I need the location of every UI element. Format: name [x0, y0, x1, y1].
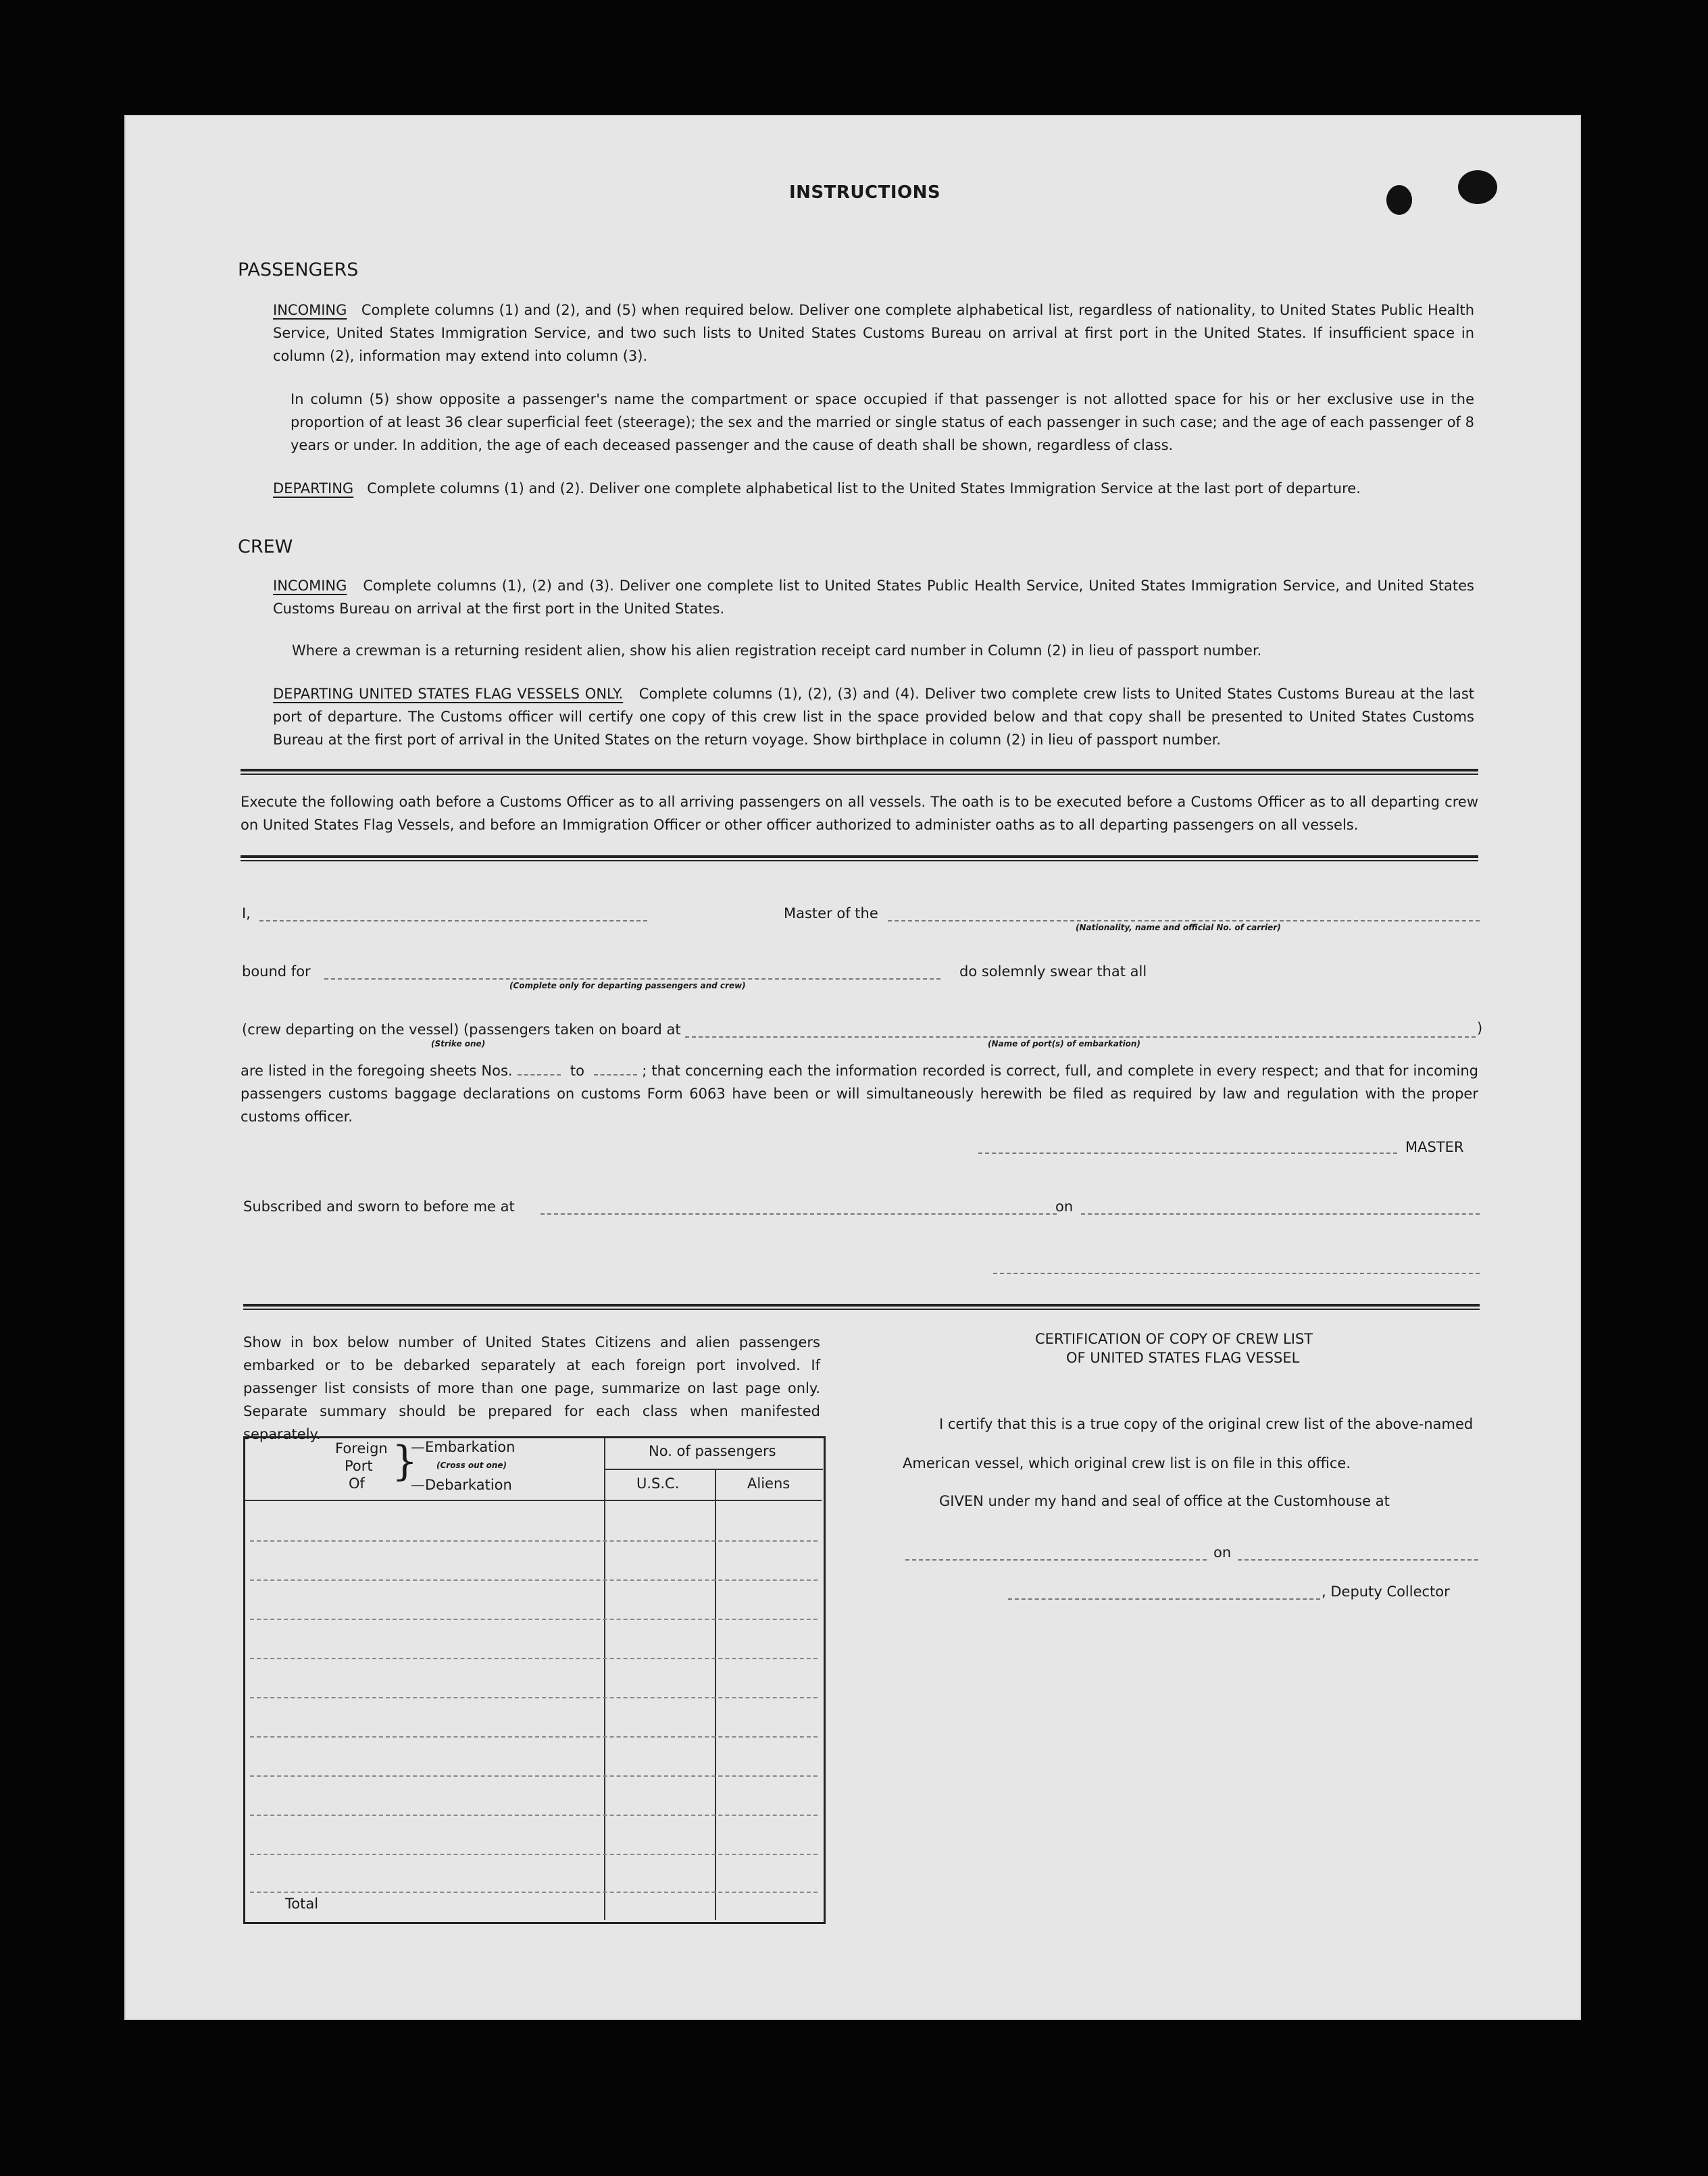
- table-row[interactable]: [250, 1619, 818, 1620]
- crew-departing-text: Complete columns (1), (2), (3) and (4). Deliver two complete crew lists to United States Customs Bureau at the last port of departure. The Customs officer will certify one copy of this crew list in the space provided below and that copy shall be presented to United States Customs Bureau at the first port of arrival in the United States on the return voyage. Show birthplace in column (2) in lieu of passport number.: [273, 686, 1475, 748]
- subscribed-date-line[interactable]: [1081, 1213, 1480, 1215]
- crew-incoming-text: Complete columns (1), (2) and (3). Deliver one complete list to United States Public Health Service, United States Immigration Service, and United States Customs Bureau on arrival at the first port in the United States.: [273, 578, 1474, 617]
- cross-out-note: (Cross out one): [436, 1461, 507, 1470]
- deputy-signature-line[interactable]: [1008, 1598, 1320, 1600]
- nationality-note: (Nationality, name and official No. of carrier): [1076, 923, 1281, 932]
- bound-for-label: bound for: [242, 963, 311, 980]
- section-divider: [241, 769, 1478, 775]
- oath-listed: [241, 1059, 1478, 1128]
- master-name-line[interactable]: [259, 920, 647, 921]
- section-divider: [241, 855, 1478, 861]
- table-row[interactable]: [250, 1736, 818, 1738]
- ink-blot: [1458, 170, 1497, 204]
- table-row[interactable]: [250, 1697, 818, 1698]
- section-divider: [243, 1304, 1480, 1310]
- passengers-incoming: [273, 299, 1474, 368]
- swear-label: do solemnly swear that all: [959, 963, 1147, 980]
- master-signature-line[interactable]: [978, 1153, 1397, 1154]
- total-label: Total: [285, 1896, 319, 1912]
- deputy-collector-label: , Deputy Collector: [1322, 1584, 1450, 1600]
- ink-blot: [1386, 185, 1412, 215]
- complete-only-note: (Complete only for departing passengers and crew): [509, 981, 746, 990]
- table-row[interactable]: [250, 1579, 818, 1581]
- embarkation-label: —Embarkation: [411, 1439, 516, 1455]
- aliens-header: Aliens: [747, 1475, 790, 1492]
- table-row[interactable]: [250, 1815, 818, 1816]
- carrier-line[interactable]: [888, 920, 1480, 921]
- brace-icon: }: [392, 1438, 418, 1485]
- bound-for-line[interactable]: [324, 978, 940, 980]
- sheet-from-field[interactable]: [518, 1065, 561, 1076]
- table-row[interactable]: [250, 1854, 818, 1855]
- ports-note: (Name of port(s) of embarkation): [988, 1039, 1140, 1048]
- to-label: to: [570, 1063, 584, 1079]
- passengers-incoming-label: INCOMING: [273, 302, 347, 318]
- master-label: MASTER: [1405, 1139, 1464, 1155]
- listed-a: are listed in the foregoing sheets Nos.: [241, 1063, 513, 1079]
- table-row[interactable]: [250, 1540, 818, 1542]
- passengers-departing-label: DEPARTING: [273, 480, 354, 497]
- passengers-incoming-text2: In column (5) show opposite a passenger's name the compartment or space occupied if that passenger is not allotted space for his or her exclusive use in the proportion of at least 36 clear superficial feet (steerage); the sex and the married or single status of each passenger in such case; and the age of each passenger of 8 years or under. In addition, the age of each deceased passenger and the cause of death shall be shown, regardless of class.: [291, 391, 1474, 453]
- debarkation-label: —Debarkation: [411, 1477, 512, 1493]
- table-row[interactable]: [250, 1775, 818, 1777]
- certification-heading-1: CERTIFICATION OF COPY OF CREW LIST: [1035, 1331, 1313, 1347]
- certification-on-label: on: [1213, 1544, 1232, 1561]
- crew-incoming: [273, 574, 1474, 620]
- of-label: Of: [349, 1475, 365, 1492]
- port-label: Port: [345, 1458, 373, 1474]
- certification-line-2: American vessel, which original crew list is on file in this office.: [903, 1455, 1351, 1471]
- officer-signature-line[interactable]: [993, 1273, 1480, 1274]
- passengers-heading: PASSENGERS: [238, 259, 359, 280]
- oath-i: I,: [242, 905, 251, 921]
- table-divider: [604, 1438, 605, 1920]
- strike-one-note: (Strike one): [431, 1039, 486, 1048]
- table-divider: [715, 1469, 716, 1920]
- crew-passengers-label: (crew departing on the vessel) (passengers taken on board at: [242, 1021, 681, 1038]
- table-header-rule: [245, 1500, 822, 1501]
- port-embarkation-line[interactable]: [685, 1036, 1476, 1038]
- table-row[interactable]: [250, 1658, 818, 1659]
- page-title: INSTRUCTIONS: [789, 182, 941, 203]
- certification-heading-2: OF UNITED STATES FLAG VESSEL: [1066, 1350, 1300, 1366]
- summary-instructions: Show in box below number of United States Citizens and alien passengers embarked or to be debarked separately at each foreign port involved. If passenger list consists of more than one page, summarize on last page only. Separate summary should be prepared for each class when manifested separately.: [243, 1334, 820, 1442]
- certification-line-1: I certify that this is a true copy of the original crew list of the above-named: [939, 1416, 1474, 1432]
- passengers-incoming-text: Complete columns (1) and (2), and (5) when required below. Deliver one complete alphabetical list, regardless of nationality, to United States Public Health Service, United States Immigration Service, and two such lists to United States Customs Bureau on arrival at first port in the United States. If insufficient space in column (2), information may extend into column (3).: [273, 302, 1474, 364]
- table-divider: [605, 1469, 823, 1470]
- close-paren: ): [1477, 1020, 1483, 1036]
- passengers-departing: [273, 477, 1474, 500]
- summary-table: [243, 1436, 826, 1924]
- oath-intro: Execute the following oath before a Customs Officer as to all arriving passengers on all vessels. The oath is to be executed before a Customs Officer as to all departing crew on United States Flag Vessels, and before an Immigration Officer or other officer authorized to administer oaths as to all departing passengers on all vessels.: [241, 794, 1478, 833]
- usc-header: U.S.C.: [636, 1475, 680, 1492]
- crew-departing-label: DEPARTING UNITED STATES FLAG VESSELS ONLY.: [273, 686, 624, 702]
- listed-b: ; that concerning each the information recorded is correct, full, and complete in every respect; and that for incoming passengers customs baggage declarations on customs Form 6063 have been or will simultaneously herewith be filed as required by law and regulation with the proper customs officer.: [241, 1063, 1479, 1125]
- foreign-label: Foreign: [335, 1440, 388, 1457]
- passengers-departing-text: Complete columns (1) and (2). Deliver one complete alphabetical list to the United States Immigration Service at the last port of departure.: [367, 480, 1361, 497]
- master-of-the-label: Master of the: [784, 905, 878, 921]
- crew-incoming-label: INCOMING: [273, 578, 347, 594]
- subscribed-label: Subscribed and sworn to before me at: [243, 1198, 515, 1215]
- document-page: [124, 115, 1581, 2020]
- no-of-passengers-header: No. of passengers: [649, 1443, 776, 1459]
- on-label: on: [1055, 1198, 1074, 1215]
- certification-date-line[interactable]: [1238, 1559, 1478, 1561]
- certification-line-3: GIVEN under my hand and seal of office at the Customhouse at: [939, 1493, 1390, 1509]
- subscribed-place-line[interactable]: [541, 1213, 1057, 1215]
- sheet-to-field[interactable]: [594, 1065, 637, 1076]
- customhouse-line[interactable]: [905, 1559, 1207, 1561]
- crew-departing: [273, 682, 1474, 751]
- crew-incoming-text2: Where a crewman is a returning resident alien, show his alien registration receipt card number in Column (2) in lieu of passport number.: [292, 642, 1262, 659]
- crew-heading: CREW: [238, 536, 293, 557]
- table-row[interactable]: [250, 1892, 818, 1893]
